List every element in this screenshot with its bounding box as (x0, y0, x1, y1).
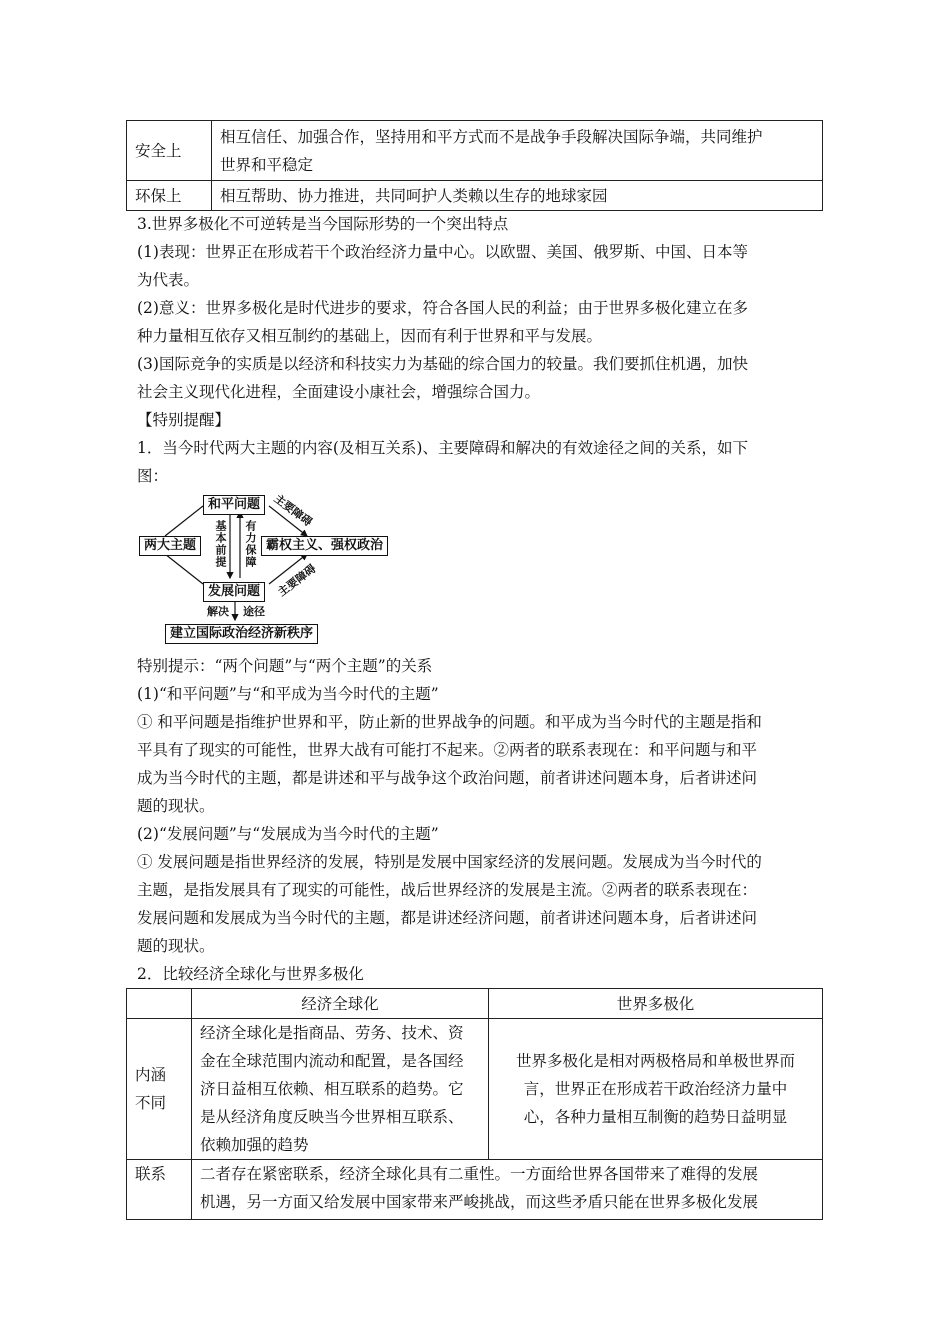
text-line: ① 和平问题是指维护世界和平，防止新的世界战争的问题。和平成为当今时代的主题是指和 (137, 713, 762, 731)
themes-diagram (137, 488, 397, 648)
content-line: 相互信任、加强合作，坚持用和平方式而不是战争手段解决国际争端，共同维护 (220, 127, 763, 146)
peace-issue-box: 和平问题 (203, 495, 265, 515)
cell-line: 言，世界正在形成若干政治经济力量中 (523, 1080, 788, 1098)
security-environment-table (126, 120, 823, 211)
row-head-line: 不同 (135, 1094, 167, 1112)
two-themes-box: 两大主题 (139, 536, 201, 556)
table-row (127, 1160, 823, 1220)
text-line: 平具有了现实的可能性，世界大战有可能打不起来。②两者的联系表现在：和平问题与和平 (137, 741, 758, 759)
main-obstacle-label: 主要障碍 (275, 562, 319, 599)
text-line: (3)国际竞争的实质是以经济和科技实力为基础的综合国力的较量。我们要抓住机遇，加快 (137, 355, 748, 373)
table-row (127, 121, 823, 181)
row-head (127, 1019, 192, 1160)
text-line: 社会主义现代化进程，全面建设小康社会，增强综合国力。 (137, 383, 541, 401)
content-line: 世界和平稳定 (220, 155, 314, 174)
text-line: (2)意义：世界多极化是时代进步的要求，符合各国人民的利益；由于世界多极化建立在多 (137, 299, 748, 317)
column-header: 经济全球化 (192, 989, 489, 1019)
content-line: 相互帮助、协力推进，共同呵护人类赖以生存的地球家园 (220, 186, 608, 205)
row-head: 安全上 (127, 121, 212, 181)
text-line: ① 发展问题是指世界经济的发展，特别是发展中国家经济的发展问题。发展成为当今时代的 (137, 853, 762, 871)
cell-line: 机遇，另一方面又给发展中国家带来严峻挑战，而这些矛盾只能在世界多极化发展 (200, 1193, 759, 1211)
text-line: 特别提示：“两个问题”与“两个主题”的关系 (137, 657, 433, 675)
approach-label: 途径 (243, 605, 265, 618)
cell-line: 依赖加强的趋势 (200, 1136, 309, 1154)
hegemony-box: 霸权主义、强权政治 (261, 536, 388, 556)
row-head: 联系 (127, 1160, 192, 1220)
development-issue-box: 发展问题 (203, 582, 265, 602)
text-line: 1．当今时代两大主题的内容(及相互关系)、主要障碍和解决的有效途径之间的关系，如下 (137, 439, 748, 457)
text-line: 成为当今时代的主题，都是讲述和平与战争这个政治问题，前者讲述问题本身，后者讲述问 (137, 769, 758, 787)
row-content (212, 181, 823, 211)
text-line: 题的现状。 (137, 937, 215, 955)
new-order-box: 建立国际政治经济新秩序 (165, 624, 318, 644)
column-header: 世界多极化 (489, 989, 823, 1019)
multipolarity-cell (489, 1019, 823, 1160)
empty-header-cell (127, 989, 192, 1019)
text-line: 发展问题和发展成为当今时代的主题，都是讲述经济问题，前者讲述问题本身，后者讲述问 (137, 909, 758, 927)
text-line: 主题，是指发展具有了现实的可能性，战后世界经济的发展是主流。②两者的联系表现在： (137, 881, 758, 899)
text-line: 为代表。 (137, 271, 200, 289)
row-head-line: 内涵 (135, 1066, 167, 1084)
row-head: 环保上 (127, 181, 212, 211)
comparison-table (126, 988, 823, 1220)
text-line: 种力量相互依存又相互制约的基础上，因而有利于世界和平与发展。 (137, 327, 603, 345)
table-row (127, 1019, 823, 1160)
cell-line: 经济全球化是指商品、劳务、技术、资 (200, 1024, 464, 1042)
strong-guarantee-label: 有力保障 (244, 520, 257, 568)
cell-line: 济日益相互依赖、相互联系的趋势。它 (200, 1080, 464, 1098)
relation-cell (192, 1160, 823, 1220)
main-obstacle-label: 主要障碍 (271, 492, 315, 529)
cell-line: 心，各种力量相互制衡的趋势日益明显 (523, 1108, 788, 1126)
text-line: (2)“发展问题”与“发展成为当今时代的主题” (137, 825, 439, 843)
text-line: 3.世界多极化不可逆转是当今国际形势的一个突出特点 (137, 215, 509, 233)
cell-line: 二者存在紧密联系，经济全球化具有二重性。一方面给世界各国带来了难得的发展 (200, 1165, 759, 1183)
table-row (127, 181, 823, 211)
cell-line: 是从经济角度反映当今世界相互联系、 (200, 1108, 464, 1126)
solve-label: 解决 (207, 605, 229, 618)
section-heading: 2．比较经济全球化与世界多极化 (137, 965, 364, 983)
globalization-cell (192, 1019, 489, 1160)
text-line: (1)“和平问题”与“和平成为当今时代的主题” (137, 685, 439, 703)
basic-premise-label: 基本前提 (214, 520, 227, 568)
table-header-row (127, 989, 823, 1019)
text-line: 图： (137, 467, 169, 485)
text-line: 题的现状。 (137, 797, 215, 815)
cell-line: 世界多极化是相对两极格局和单极世界而 (515, 1052, 795, 1070)
section-heading: 【特别提醒】 (137, 411, 231, 429)
cell-line: 金在全球范围内流动和配置，是各国经 (200, 1052, 464, 1070)
row-content (212, 121, 823, 181)
text-line: (1)表现：世界正在形成若干个政治经济力量中心。以欧盟、美国、俄罗斯、中国、日本等 (137, 243, 748, 261)
